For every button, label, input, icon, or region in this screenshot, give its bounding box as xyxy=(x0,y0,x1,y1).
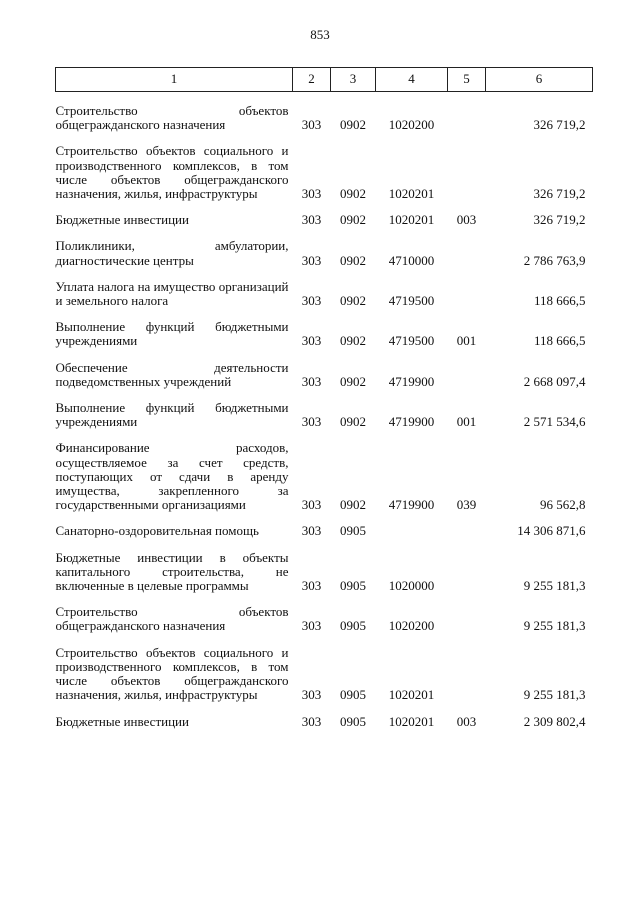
table-row xyxy=(56,144,593,213)
row-amount-cell: 2 786 763,9 xyxy=(523,252,586,268)
header-cell-2: 2 xyxy=(293,68,331,92)
row-name-cell: Выполнение функций бюджетными учреждениями xyxy=(55,319,289,349)
row-amount-cell: 9 255 181,3 xyxy=(523,687,586,703)
row-target-cell: 4719900 xyxy=(388,373,435,389)
row-amount-cell: 9 255 181,3 xyxy=(523,618,586,634)
row-amount-cell: 118 666,5 xyxy=(533,333,586,349)
row-expense-type-cell xyxy=(448,361,486,401)
row-name-cell: Строительство объектов социального и производственного комплексов, в том числе объектов общегражданского назначения, жилья, инфраструктуры xyxy=(55,644,289,703)
row-code-cell: 303 xyxy=(301,186,322,202)
row-target-cell: 1020201 xyxy=(388,687,435,703)
row-name-cell: Финансирование расходов, осуществляемое за счет средств, поступающих от сдачи в аренду имущества, закрепленного за государственными организациями xyxy=(55,440,289,513)
table-row xyxy=(56,524,593,550)
row-target-cell: 1020000 xyxy=(388,578,435,594)
row-expense-type-cell xyxy=(448,605,486,645)
table-row xyxy=(56,239,593,279)
row-section-cell: 0902 xyxy=(340,333,366,349)
header-cell-3: 3 xyxy=(331,68,376,92)
row-expense-type-cell: 039 xyxy=(456,497,477,513)
row-code-cell: 303 xyxy=(301,713,322,729)
row-amount-cell: 96 562,8 xyxy=(540,497,586,513)
row-section-cell: 0902 xyxy=(340,186,366,202)
table-row xyxy=(56,361,593,401)
row-code-cell: 303 xyxy=(301,497,322,513)
row-target-cell: 4710000 xyxy=(388,252,435,268)
table-header xyxy=(56,68,593,92)
row-amount-cell: 2 309 802,4 xyxy=(523,713,586,729)
row-section-cell: 0902 xyxy=(340,497,366,513)
row-code-cell: 303 xyxy=(301,117,322,133)
row-section-cell: 0902 xyxy=(340,373,366,389)
budget-table xyxy=(55,67,593,741)
row-name-cell: Строительство объектов общегражданского назначения xyxy=(55,103,289,133)
header-cell-4: 4 xyxy=(376,68,448,92)
row-code-cell: 303 xyxy=(301,687,322,703)
row-expense-type-cell: 003 xyxy=(456,713,477,729)
row-name-cell: Выполнение функций бюджетными учреждениями xyxy=(55,400,289,430)
row-amount-cell: 326 719,2 xyxy=(533,117,586,133)
row-section-cell: 0902 xyxy=(340,117,366,133)
row-name-cell: Обеспечение деятельности подведомственных учреждений xyxy=(55,359,289,389)
table-row xyxy=(56,715,593,741)
row-expense-type-cell xyxy=(448,524,486,550)
row-code-cell: 303 xyxy=(301,373,322,389)
row-expense-type-cell xyxy=(448,280,486,320)
row-code-cell: 303 xyxy=(301,333,322,349)
row-section-cell: 0905 xyxy=(340,578,366,594)
row-code-cell: 303 xyxy=(301,252,322,268)
table-row xyxy=(56,213,593,239)
row-expense-type-cell: 003 xyxy=(456,212,477,228)
row-name-cell: Бюджетные инвестиции xyxy=(55,713,189,729)
row-name-cell: Строительство объектов социального и производственного комплексов, в том числе объектов общегражданского назначения, жилья, инфраструктуры xyxy=(55,143,289,202)
row-target-cell: 1020201 xyxy=(388,186,435,202)
row-target-cell: 4719500 xyxy=(388,333,435,349)
table-body xyxy=(56,92,593,741)
row-section-cell: 0905 xyxy=(340,523,366,539)
row-target-cell: 4719900 xyxy=(388,414,435,430)
page-number: 853 xyxy=(310,27,330,42)
row-target-cell: 1020200 xyxy=(388,618,435,634)
row-name-cell: Бюджетные инвестиции в объекты капитального строительства, не включенные в целевые программы xyxy=(55,549,289,594)
row-amount-cell: 118 666,5 xyxy=(533,293,586,309)
table-row xyxy=(56,605,593,645)
row-code-cell: 303 xyxy=(301,523,322,539)
header-cell-1: 1 xyxy=(56,68,293,92)
row-amount-cell: 326 719,2 xyxy=(533,186,586,202)
row-section-cell: 0905 xyxy=(340,713,366,729)
row-section-cell: 0905 xyxy=(340,687,366,703)
row-section-cell: 0905 xyxy=(340,618,366,634)
row-expense-type-cell xyxy=(448,144,486,213)
row-amount-cell: 326 719,2 xyxy=(533,212,586,228)
row-code-cell: 303 xyxy=(301,414,322,430)
row-section-cell: 0902 xyxy=(340,414,366,430)
row-expense-type-cell xyxy=(448,646,486,715)
row-target-cell: 1020201 xyxy=(388,212,435,228)
row-target-cell: 1020201 xyxy=(388,713,435,729)
table-row xyxy=(56,441,593,524)
row-section-cell: 0902 xyxy=(340,293,366,309)
table-row xyxy=(56,320,593,360)
row-name-cell: Санаторно-оздоровительная помощь xyxy=(55,523,259,539)
row-code-cell: 303 xyxy=(301,578,322,594)
row-code-cell: 303 xyxy=(301,618,322,634)
header-cell-5: 5 xyxy=(448,68,486,92)
row-expense-type-cell: 001 xyxy=(456,414,477,430)
row-expense-type-cell: 001 xyxy=(456,333,477,349)
table-row xyxy=(56,280,593,320)
table-row xyxy=(56,551,593,606)
row-target-cell: 1020200 xyxy=(388,117,435,133)
row-amount-cell: 9 255 181,3 xyxy=(523,578,586,594)
table-row xyxy=(56,92,593,145)
row-expense-type-cell xyxy=(448,239,486,279)
row-target-cell xyxy=(376,524,448,550)
row-section-cell: 0902 xyxy=(340,252,366,268)
row-code-cell: 303 xyxy=(301,293,322,309)
row-name-cell: Строительство объектов общегражданского назначения xyxy=(55,604,289,634)
row-amount-cell: 2 668 097,4 xyxy=(523,373,586,389)
header-cell-6: 6 xyxy=(486,68,593,92)
row-target-cell: 4719500 xyxy=(388,293,435,309)
header-row xyxy=(56,68,593,92)
row-amount-cell: 14 306 871,6 xyxy=(517,523,586,539)
row-section-cell: 0902 xyxy=(340,212,366,228)
row-code-cell: 303 xyxy=(301,212,322,228)
row-expense-type-cell xyxy=(448,92,486,145)
row-expense-type-cell xyxy=(448,551,486,606)
row-target-cell: 4719900 xyxy=(388,497,435,513)
row-amount-cell: 2 571 534,6 xyxy=(523,414,586,430)
row-name-cell: Уплата налога на имущество организаций и земельного налога xyxy=(55,278,289,309)
row-name-cell: Поликлиники, амбулатории, диагностические центры xyxy=(55,238,289,268)
table-row xyxy=(56,401,593,441)
row-name-cell: Бюджетные инвестиции xyxy=(55,212,189,228)
table-row xyxy=(56,646,593,715)
